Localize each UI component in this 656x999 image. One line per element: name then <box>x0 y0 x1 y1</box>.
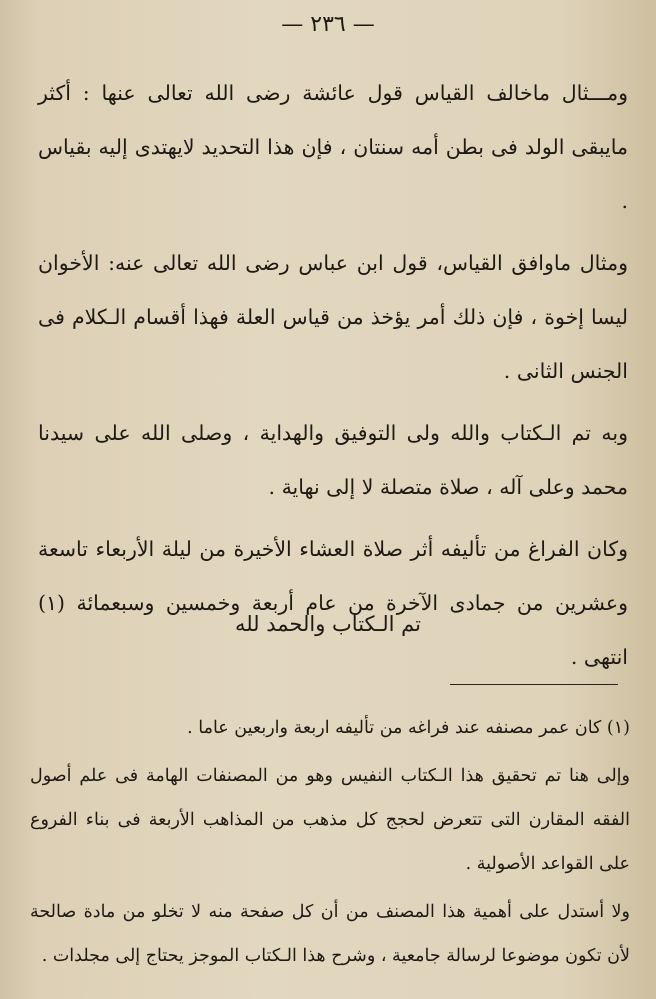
page-number: — ٢٣٦ — <box>281 12 375 37</box>
paragraph-conclusion: وبه تم الـكتاب والله ولى التوفيق والهداية ، وصلى الله على سيدنا محمد وعلى آله ، صلاة متصلة لا إلى نهاية . <box>38 421 628 499</box>
footnote-editor-significance: ولا أستدل على أهمية هذا المصنف من أن كل صفحة منه لا تخلو من مادة صالحة لأن تكون موضوعا لرسالة جامعية ، وشرح هذا الـكتاب الموجز يحتاج إلى مجلدات . <box>30 902 630 966</box>
footnote-editor-note: وإلى هنا تم تحقيق هذا الـكتاب النفيس وهو من المصنفات الهامة فى علم أصول الفقه المقارن التى تتعرض لحجج كل مذهب من المذاهب الأربعة فى بناء الفروع على القواعد الأصولية . <box>30 766 630 874</box>
footnotes <box>30 706 630 978</box>
paragraph-aisha-example: ومـــثال ماخالف القياس قول عائشة رضى الله تعالى عنها : أكثر مايبقى الولد فى بطن أمه سنتان ، فإن هذا التحديد لايهتدى إليه بقياس . <box>38 81 628 213</box>
footnote-divider <box>450 684 618 685</box>
paragraph-completion-date: وكان الفراغ من تأليفه أثر صلاة العشاء الأخيرة من ليلة الأربعاء تاسعة وعشرين من جمادى الآخرة من عام أربعة وخمسين وسبعمائة (١) انتهى . <box>38 537 628 669</box>
footnote-1: (١) كان عمر مصنفه عند فراغه من تأليفه اربعة واربعين عاما . <box>187 718 630 738</box>
paragraph-ibn-abbas-example: ومثال ماوافق القياس، قول ابن عباس رضى الله تعالى عنه: الأخوان ليسا إخوة ، فإن ذلك أمر يؤخذ من قياس العلة فهذا أقسام الـكلام فى الجنس الثانى . <box>38 251 628 383</box>
main-text <box>38 66 628 684</box>
closing-line: تم الـكتاب والحمد لله <box>234 612 422 636</box>
